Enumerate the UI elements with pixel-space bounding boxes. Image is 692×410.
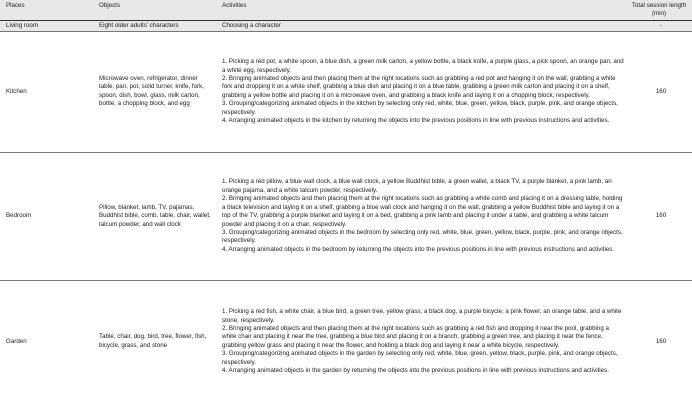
activity-step: 3. Grouping/categorizing animated objects in the garden by selecting only red, white, blue, green, yellow, black, purple, pink, and orange objects, respectively. <box>222 350 618 366</box>
activity-step: 3. Grouping/categorizing animated objects in the bedroom by selecting only red, white, blue, green, yellow, black, purple, pink, and orange objects, respectively. <box>222 228 623 245</box>
objects-cell: Table, chair, dog, bird, tree, flower, fish, bicycle, grass, and stone <box>93 280 216 403</box>
header-row <box>0 0 692 20</box>
activity-step: 1. Picking a red pot, a white spoon, a blue dish, a green milk carton, a yellow bottle, a black knife, a purple glass, a pick spoon, an orange pan, and a white egg, respectively. <box>222 58 624 74</box>
activity-step: 4. Arranging animated objects in the garden by returning the objects into the previous positions in line with previous instructions and activities. <box>222 367 609 375</box>
header-activities: Activities <box>216 0 627 20</box>
session-length-cell: - <box>627 20 692 31</box>
activities-cell <box>216 31 627 152</box>
activity-step: 3. Grouping/categorizing animated objects in the kitchen by selecting only red, white, blue, green, yellow, black, purple, pink, and orange objects, respectively. <box>222 100 618 116</box>
activities-cell <box>216 280 627 403</box>
session-length-cell: 160 <box>627 152 692 280</box>
activity-step: 1. Picking a red fish, a white chair, a blue bird, a green tree, yellow grass, a black dog, a purple bicycle, a pink flower, an orange table, and a white stone, respectively. <box>222 308 622 324</box>
table-row-living-room <box>0 20 692 31</box>
session-length-cell: 160 <box>627 280 692 403</box>
activity-step: 2. Bringing animated objects and then placing them at the right locations such as grabbing a red fish and dropping it near the pool, grabbing a white chair and placing it near the tree, grabbing a blue bird and placing it on a branch, grabbing a green tree, and placing it near the fence, grabbing yellow grass and placing it near the flower, and holding a black dog and laying it near a white bicycle, respectively. <box>222 325 609 349</box>
place-cell: Living room <box>0 20 93 31</box>
objects-cell: Microwave oven, refrigerator, dinner table, pan, pot, solid turner, knife, fork, spoon, dish, bowl, glass, milk carton, bottle, a chopping block, and egg <box>93 31 216 152</box>
session-length-cell: 160 <box>627 31 692 152</box>
place-cell: Kitchen <box>0 31 93 152</box>
header-objects: Objects <box>93 0 216 20</box>
activity-step: 2. Bringing animated objects and then placing them at the right locations such as grabbing a white comb and placing it on a dressing table, holding a black television and laying it on a shelf, grabbing a blue wall clock and hanging it on the wall, grabbing a yellow Buddhist bible and laying it on a top of the TV, grabbing a purple blanket and laying it on a bed, grabbing a pink lamb and placing it under a table, and grabbing a white talcum powder and placing it on a chair, respectively. <box>222 195 623 228</box>
activity-step: Choosing a character <box>222 21 281 29</box>
place-cell: Garden <box>0 280 93 403</box>
header-places: Places <box>0 0 93 20</box>
activity-step: 4. Arranging animated objects in the bedroom by returning the objects into the previous positions in line with previous instructions and activities. <box>222 245 615 253</box>
objects-cell: Pillow, blanket, lamb, TV, pajamas, Buddhist bible, comb, table, chair, wallet, talcum powder, and wall clock <box>93 152 216 280</box>
activity-step: 2. Bringing animated objects and then placing them at the right locations such as grabbing a red pot and hanging it on the wall, grabbing a white fork and dropping it on a white shelf, grabbing a blue dish and placing it on a blue table, grabbing a green milk carton and placing it on a shelf, grabbing a yellow bottle and placing it on a microwave oven, and grabbing a black knife and laying it on a chopping block, respectively. <box>222 75 616 99</box>
table-row-garden <box>0 280 692 403</box>
activities-cell <box>216 152 627 280</box>
activity-step: 1. Picking a red pillow, a blue wall clock, a blue wall clock, a yellow Buddhist bible, a green wallet, a black TV, a purple blanket, a pink lamb, an orange pajama, and a white talcum powder, respectively. <box>222 178 612 194</box>
objects-cell: Eight older adults’ characters <box>93 20 216 31</box>
place-cell: Bedroom <box>0 152 93 280</box>
activity-step: 4. Arranging animated objects in the kitchen by returning the objects into the previous positions in line with previous instructions and activities. <box>222 117 610 125</box>
table-row-kitchen <box>0 31 692 152</box>
table-row-bedroom <box>0 152 692 280</box>
activities-cell <box>216 20 627 31</box>
header-session-length: Total session length (min) <box>627 0 692 20</box>
